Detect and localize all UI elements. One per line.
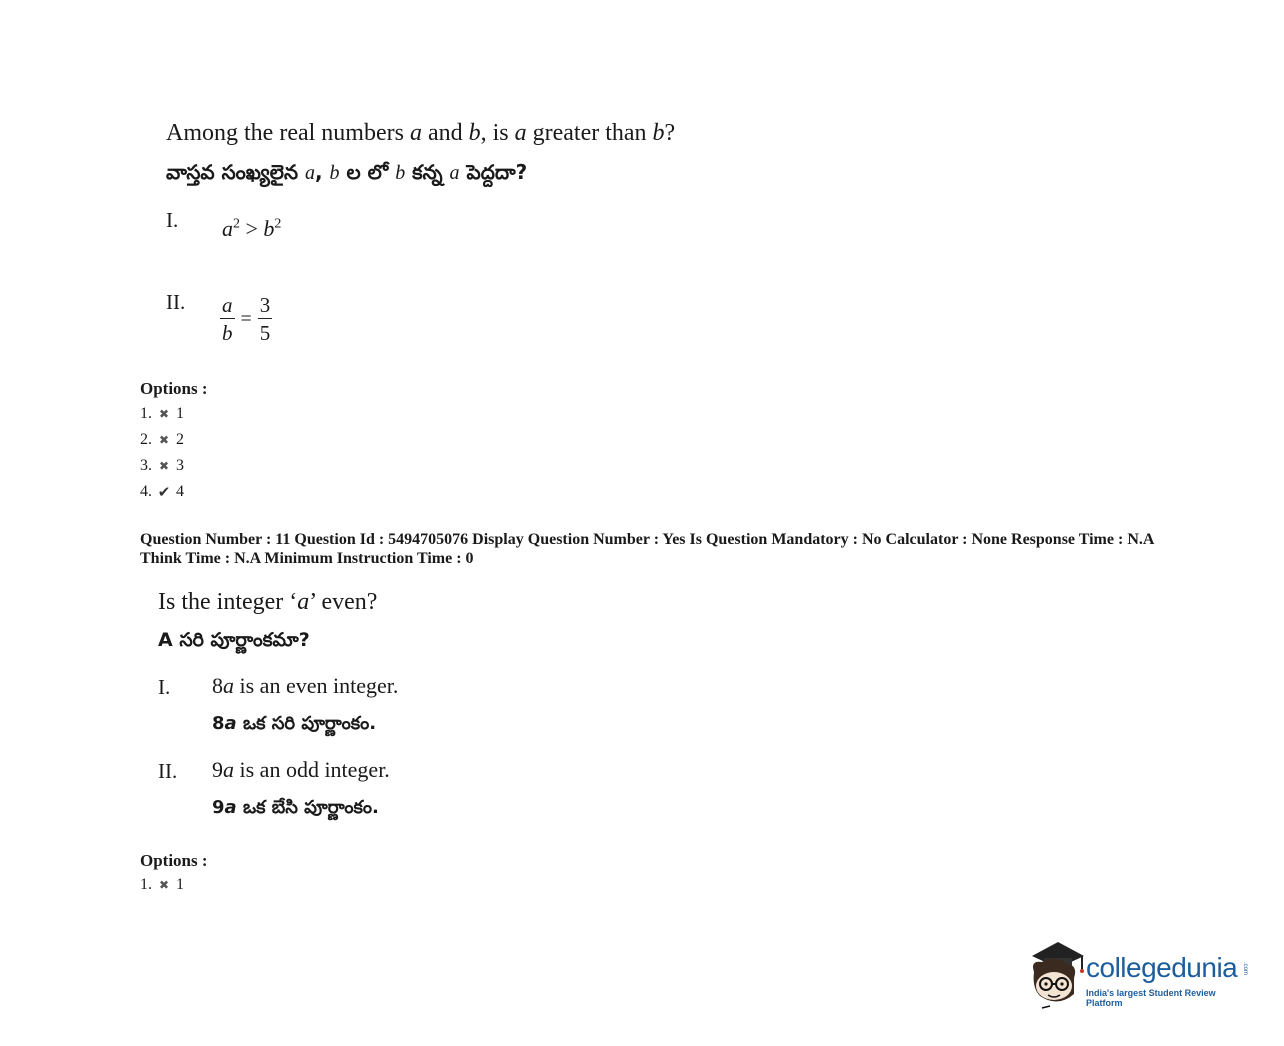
cross-icon: ✖ [158, 878, 170, 892]
q10-statement-1-math: $a^2 > b^2$ [222, 216, 282, 241]
logo-suffix: .com [1242, 962, 1248, 976]
q10-statement-2-label: II. [166, 290, 186, 314]
q11-statement-2-english: 9a is an odd integer. [212, 757, 390, 782]
q11-statement-1-label: I. [158, 675, 171, 699]
logo-tagline: India's largest Student Review Platform [1086, 988, 1216, 1008]
q10-question-telugu: వాస్తవ సంఖ్యలైన a, b ల లో b కన్న a పెద్దదా? [166, 160, 528, 184]
q11-statement-1-telugu: 8a ఒక సరి పూర్ణాంకం. [212, 713, 377, 734]
q10-option-1[interactable]: 1. ✖ 1 [140, 405, 184, 422]
q11-question-telugu: A సరి పూర్ణాంకమా? [158, 629, 310, 651]
logo-wordmark: collegedunia [1086, 952, 1238, 983]
q10-option-3[interactable]: 3. ✖ 3 [140, 457, 184, 474]
q10-statement-1-label: I. [166, 208, 179, 232]
q10-option-4[interactable]: 4. ✔ 4 [140, 483, 184, 501]
q11-statement-2-telugu: 9a ఒక బేసి పూర్ణాంకం. [212, 797, 379, 818]
cross-icon: ✖ [158, 407, 170, 421]
check-icon: ✔ [157, 483, 171, 501]
q11-statement-1-english: 8a is an even integer. [212, 673, 399, 698]
q10-statement-2-math: $\frac{a}{b}$ = $\frac{3}{5}$ [222, 293, 271, 345]
student-mascot-icon [1024, 938, 1088, 1010]
collegedunia-logo[interactable] [1024, 938, 1254, 1010]
cross-icon: ✖ [158, 433, 170, 447]
q11-statement-2-label: II. [158, 759, 178, 783]
q11-question-english: Is the integer ‘a’ even? [158, 589, 378, 615]
q11-metadata: Question Number : 11 Question Id : 5494705076 Display Question Number : Yes Is Question Mandatory : No Calculator : None Response Time : N.A Think Time : N.A Minimum Instruction Time : 0 [140, 531, 1154, 567]
q11-options-heading: Options : [140, 851, 208, 870]
cross-icon: ✖ [158, 459, 170, 473]
q10-question-english: Among the real numbers a and b, is a greater than b? [166, 120, 676, 146]
q10-options-heading: Options : [140, 379, 208, 398]
q10-option-2[interactable]: 2. ✖ 2 [140, 431, 184, 448]
q11-option-1[interactable]: 1. ✖ 1 [140, 876, 184, 893]
